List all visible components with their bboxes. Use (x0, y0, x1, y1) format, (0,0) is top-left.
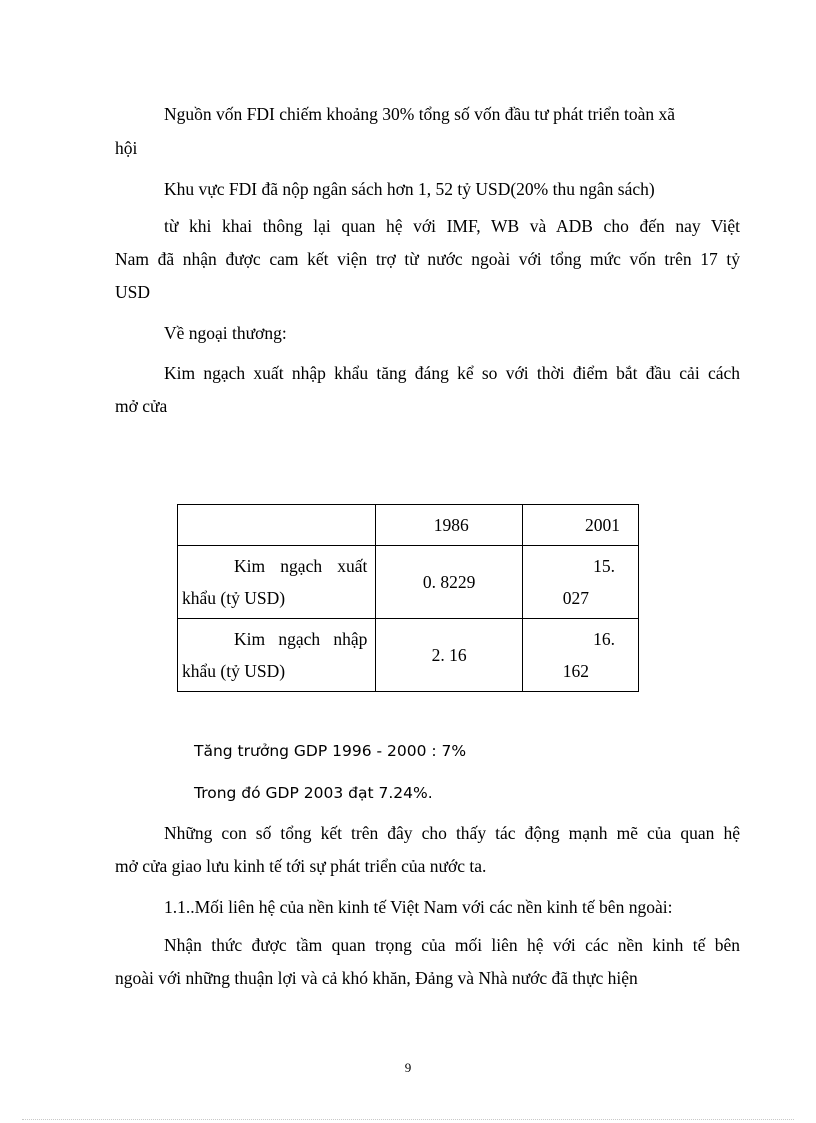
table-row-label (178, 619, 376, 692)
gdp-growth-line: Tăng trưởng GDP 1996 - 2000 : 7% (194, 742, 467, 760)
table-cell-1986: 0. 8229 (376, 546, 522, 619)
row-label-line1: Kim ngạch nhập (234, 629, 368, 649)
trade-table (177, 504, 639, 692)
table-header-2001: 2001 (522, 505, 638, 546)
cell-2001-line1: 16. (593, 629, 615, 649)
paragraph-foreign-trade: Về ngoại thương: (164, 323, 287, 343)
paragraph-summary-line1: Những con số tổng kết trên đây cho thấy tác động mạnh mẽ của quan hệ (164, 823, 740, 843)
row-label-line2: khẩu (tỷ USD) (182, 661, 286, 681)
table-cell-2001 (522, 619, 638, 692)
paragraph-aid-line3: USD (115, 282, 151, 302)
cell-2001-line2: 162 (562, 661, 589, 681)
table-cell-1986: 2. 16 (376, 619, 522, 692)
page-number: 9 (404, 1060, 412, 1075)
page-bottom-divider (22, 1119, 794, 1120)
paragraph-fdi-share-line2: hội (115, 138, 138, 158)
table-row-label (178, 546, 376, 619)
row-label-line1: Kim ngạch xuất (234, 556, 368, 576)
cell-2001-line1: 15. (593, 556, 615, 576)
table-row-export (178, 546, 639, 619)
paragraph-trade-growth-line1: Kim ngạch xuất nhập khẩu tăng đáng kể so với thời điểm bắt đầu cải cách (164, 363, 740, 383)
paragraph-trade-growth-line2: mở cửa (115, 396, 168, 416)
paragraph-aid-line2: Nam đã nhận được cam kết viện trợ từ nước ngoài với tổng mức vốn trên 17 tỷ (115, 249, 740, 269)
table-header-empty (178, 505, 376, 546)
gdp-2003-line: Trong đó GDP 2003 đạt 7.24%. (194, 784, 433, 802)
paragraph-summary-line2: mở cửa giao lưu kinh tế tới sự phát triển của nước ta. (115, 856, 487, 876)
table-cell-2001 (522, 546, 638, 619)
section-heading: 1.1..Mối liên hệ của nền kinh tế Việt Nam với các nền kinh tế bên ngoài: (164, 897, 673, 917)
paragraph-aid-line1: từ khi khai thông lại quan hệ với IMF, WB và ADB cho đến nay Việt (164, 216, 740, 236)
cell-2001-line2: 027 (562, 588, 589, 608)
paragraph-awareness-line1: Nhận thức được tầm quan trọng của mối liên hệ với các nền kinh tế bên (164, 935, 740, 955)
paragraph-fdi-budget: Khu vực FDI đã nộp ngân sách hơn 1, 52 tỷ USD(20% thu ngân sách) (164, 179, 655, 199)
table-row-import (178, 619, 639, 692)
paragraph-awareness-line2: ngoài với những thuận lợi và cả khó khăn, Đảng và Nhà nước đã thực hiện (115, 968, 638, 988)
paragraph-fdi-share-line1: Nguồn vốn FDI chiếm khoảng 30% tổng số vốn đầu tư phát triển toàn xã (164, 104, 676, 124)
table-header-row (178, 505, 639, 546)
row-label-line2: khẩu (tỷ USD) (182, 588, 286, 608)
table-header-1986: 1986 (376, 505, 522, 546)
